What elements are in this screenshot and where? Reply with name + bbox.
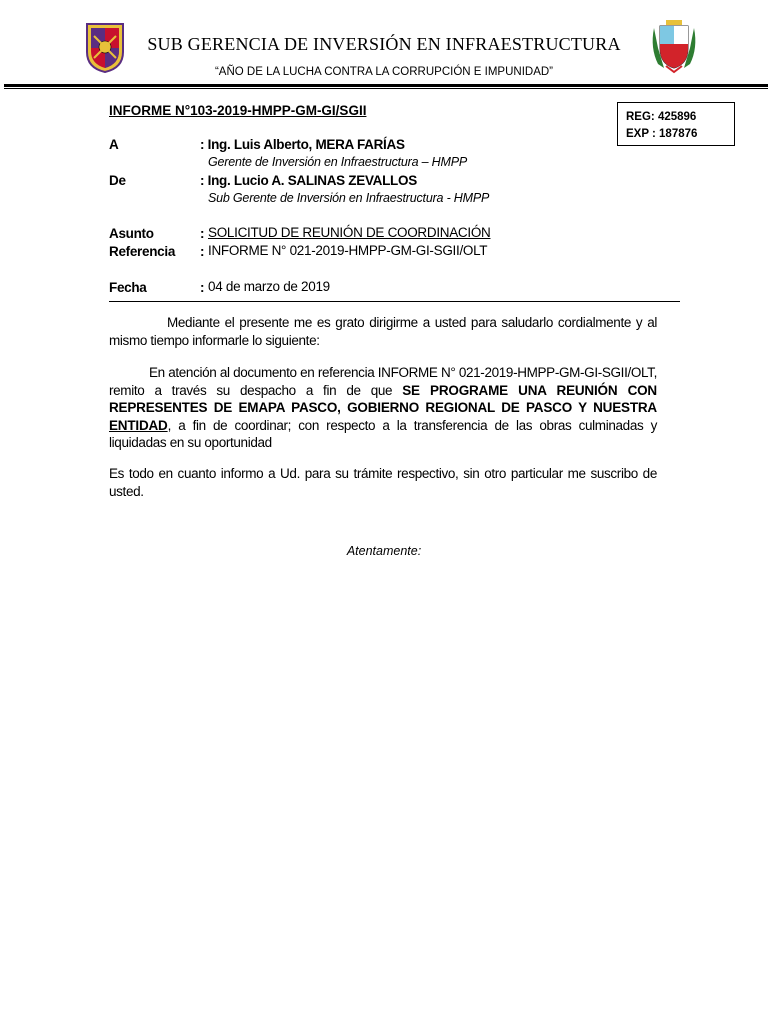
to-label: A xyxy=(109,137,119,152)
header-divider xyxy=(4,84,768,87)
body-paragraph-1: Mediante el presente me es grato dirigirme a usted para saludarlo cordialmente y al mismo tiempo informarle lo siguiente: xyxy=(109,315,657,348)
to-position: Gerente de Inversión en Infraestructura – HMPP xyxy=(208,155,467,169)
body-paragraph-2 xyxy=(109,364,657,452)
header-divider-thin xyxy=(4,88,768,89)
subject-colon: : xyxy=(200,226,205,241)
registration-exp: EXP : 187876 xyxy=(626,128,698,140)
subject-value: SOLICITUD DE REUNIÓN DE COORDINACIÓN xyxy=(208,225,491,240)
registration-box xyxy=(617,102,735,146)
registration-reg: REG: 425896 xyxy=(626,111,697,123)
paragraph-2-bold-request: SE PROGRAME UNA REUNIÓN CON REPRESENTES DE EMAPA PASCO, GOBIERNO REGIONAL DE PASCO Y NUESTRA xyxy=(109,382,657,415)
section-divider xyxy=(109,301,680,302)
to-name: : Ing. Luis Alberto, MERA FARÍAS xyxy=(200,137,405,152)
year-motto: “AÑO DE LA LUCHA CONTRA LA CORRUPCIÓN E IMPUNIDAD” xyxy=(214,66,554,78)
body-paragraph-3: Es todo en cuanto informo a Ud. para su trámite respectivo, sin otro particular me suscribo de usted. xyxy=(109,466,657,499)
reference-colon: : xyxy=(200,244,205,259)
paragraph-2-end: , a fin de coordinar; con respecto a la transferencia de las obras culminadas y liquidadas en su oportunidad xyxy=(109,417,657,450)
from-name: : Ing. Lucio A. SALINAS ZEVALLOS xyxy=(200,173,417,188)
date-label: Fecha xyxy=(109,280,147,295)
office-title: SUB GERENCIA DE INVERSIÓN EN INFRAESTRUCTURA xyxy=(147,34,621,54)
date-value: 04 de marzo de 2019 xyxy=(208,279,330,294)
paragraph-2-intro: En atención al documento en referencia INFORME N° 021-2019-HMPP-GM-GI-SGII/OLT, remito a través su despacho a fin de que xyxy=(109,365,657,398)
paragraph-2-bold-entity: ENTIDAD xyxy=(109,417,168,433)
subject-label: Asunto xyxy=(109,226,154,241)
reference-label: Referencia xyxy=(109,244,176,259)
from-position: Sub Gerente de Inversión en Infraestructura - HMPP xyxy=(208,191,490,205)
date-colon: : xyxy=(200,280,205,295)
from-label: De xyxy=(109,173,126,188)
closing-salutation: Atentamente: xyxy=(346,544,422,558)
report-number: INFORME N°103-2019-HMPP-GM-GI/SGII xyxy=(109,103,367,118)
reference-value: INFORME N° 021-2019-HMPP-GM-GI-SGII/OLT xyxy=(208,243,488,258)
